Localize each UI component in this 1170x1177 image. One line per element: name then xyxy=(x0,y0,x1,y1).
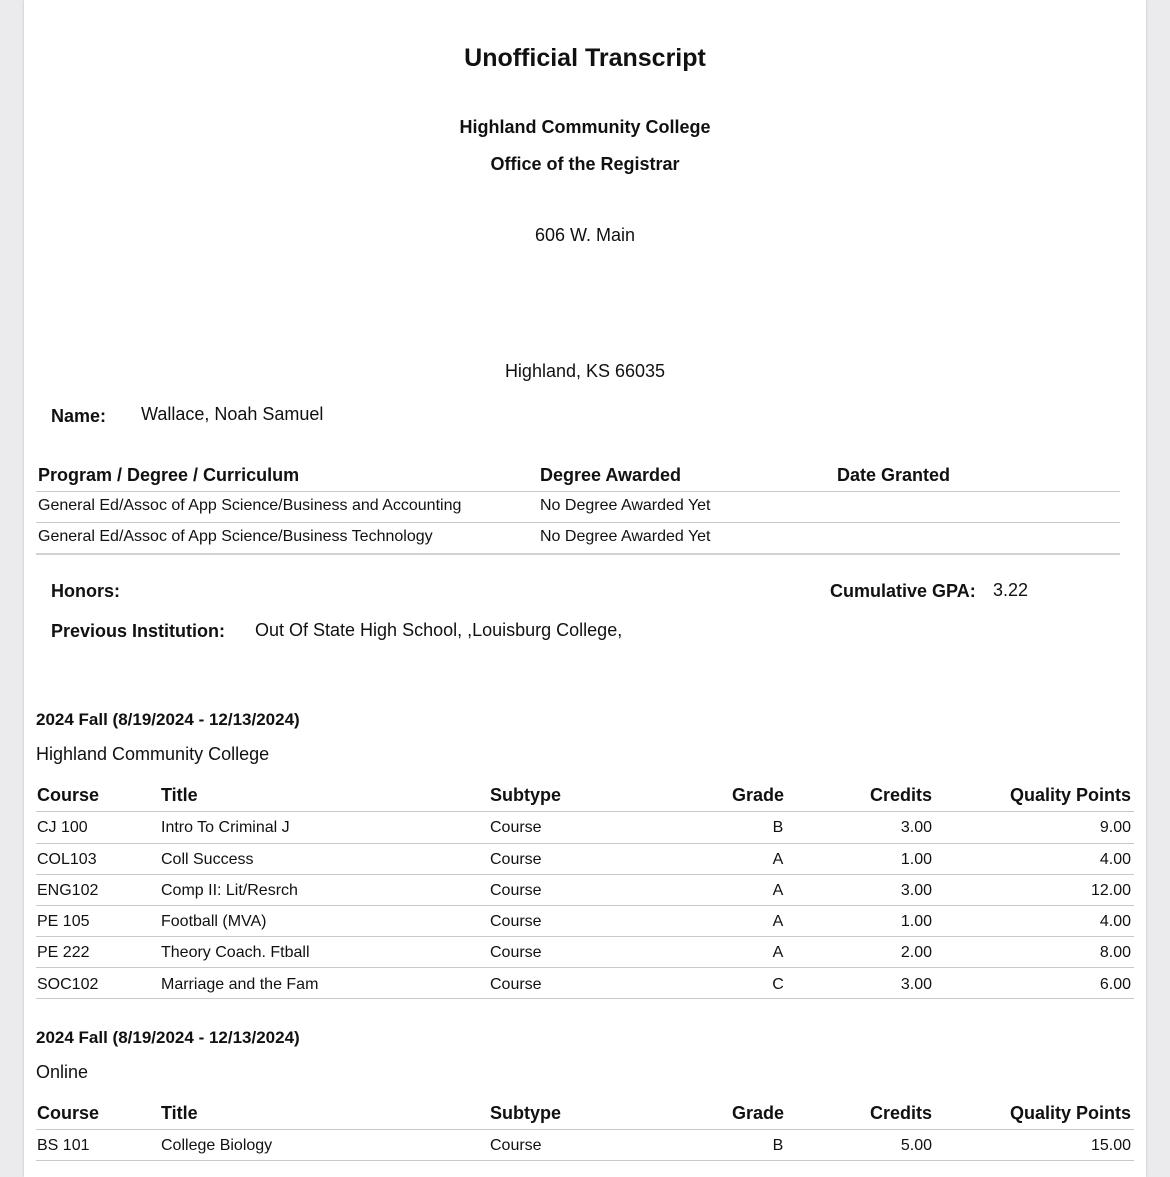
divider xyxy=(36,491,1120,492)
course-subtype: Course xyxy=(490,913,542,930)
course-credits: 3.00 xyxy=(900,819,932,836)
course-title: Football (MVA) xyxy=(161,913,267,930)
course-subtype: Course xyxy=(490,944,542,961)
page-title: Unofficial Transcript xyxy=(464,44,706,72)
subtype-header: Subtype xyxy=(490,1103,562,1123)
divider xyxy=(36,843,1134,844)
course-code: BS 101 xyxy=(37,1137,90,1154)
quality-points-header: Quality Points xyxy=(1009,1103,1131,1123)
course-header: Course xyxy=(37,1103,100,1123)
degree-status: No Degree Awarded Yet xyxy=(540,497,711,514)
divider xyxy=(36,905,1134,906)
term-title: 2024 Fall (8/19/2024 - 12/13/2024) xyxy=(36,1028,300,1047)
gpa-value: 3.22 xyxy=(993,580,1029,600)
course-title: Coll Success xyxy=(161,851,254,868)
term-campus: Online xyxy=(36,1062,89,1082)
course-subtype: Course xyxy=(490,819,542,836)
course-subtype: Course xyxy=(490,1137,542,1154)
quality-points-header: Quality Points xyxy=(1009,785,1131,805)
divider xyxy=(36,967,1134,968)
degree-status: No Degree Awarded Yet xyxy=(540,528,711,545)
grade-header: Grade xyxy=(731,1103,784,1123)
course-subtype: Course xyxy=(490,851,542,868)
course-title: Comp II: Lit/Resrch xyxy=(161,882,298,899)
honors-label: Honors: xyxy=(51,581,120,601)
course-credits: 2.00 xyxy=(900,944,932,961)
address-line-1: 606 W. Main xyxy=(534,225,636,245)
course-credits: 1.00 xyxy=(900,913,932,930)
course-grade: B xyxy=(772,1137,784,1154)
course-quality-points: 4.00 xyxy=(1099,913,1131,930)
course-title: Marriage and the Fam xyxy=(161,976,319,993)
grade-header: Grade xyxy=(731,785,784,805)
course-grade: A xyxy=(772,882,784,899)
subtype-header: Subtype xyxy=(490,785,562,805)
course-credits: 3.00 xyxy=(900,976,932,993)
office-name: Office of the Registrar xyxy=(490,154,680,174)
divider xyxy=(36,936,1134,937)
course-credits: 1.00 xyxy=(900,851,932,868)
course-quality-points: 12.00 xyxy=(1090,882,1131,899)
course-code: PE 222 xyxy=(37,944,90,961)
name-label: Name: xyxy=(51,406,107,426)
course-quality-points: 6.00 xyxy=(1099,976,1131,993)
course-quality-points: 15.00 xyxy=(1090,1137,1131,1154)
gpa-label: Cumulative GPA: xyxy=(830,581,976,601)
divider xyxy=(36,1129,1134,1130)
course-code: COL103 xyxy=(37,851,97,868)
address-line-2: Highland, KS 66035 xyxy=(504,361,666,381)
course-title: College Biology xyxy=(161,1137,273,1154)
program-name: General Ed/Assoc of App Science/Business and Accounting xyxy=(38,497,462,514)
course-grade: A xyxy=(772,944,784,961)
date-granted-header: Date Granted xyxy=(837,465,951,485)
course-code: ENG102 xyxy=(37,882,99,899)
credits-header: Credits xyxy=(869,1103,932,1123)
divider xyxy=(36,553,1120,555)
title-header: Title xyxy=(161,1103,198,1123)
program-header: Program / Degree / Curriculum xyxy=(38,465,300,485)
student-name: Wallace, Noah Samuel xyxy=(141,404,324,424)
course-grade: A xyxy=(772,913,784,930)
course-title: Intro To Criminal J xyxy=(161,819,290,836)
divider xyxy=(36,1160,1134,1161)
course-code: CJ 100 xyxy=(37,819,88,836)
course-quality-points: 4.00 xyxy=(1099,851,1131,868)
term-title: 2024 Fall (8/19/2024 - 12/13/2024) xyxy=(36,710,300,729)
divider xyxy=(36,998,1134,999)
course-grade: B xyxy=(772,819,784,836)
credits-header: Credits xyxy=(869,785,932,805)
previous-institution-label: Previous Institution: xyxy=(51,621,226,641)
term-campus: Highland Community College xyxy=(36,744,270,764)
title-header: Title xyxy=(161,785,198,805)
divider xyxy=(36,874,1134,875)
course-quality-points: 8.00 xyxy=(1099,944,1131,961)
course-grade: A xyxy=(772,851,784,868)
program-name: General Ed/Assoc of App Science/Business Technology xyxy=(38,528,433,545)
course-header: Course xyxy=(37,785,100,805)
course-subtype: Course xyxy=(490,882,542,899)
divider xyxy=(36,811,1134,812)
course-quality-points: 9.00 xyxy=(1099,819,1131,836)
course-code: PE 105 xyxy=(37,913,90,930)
transcript-page xyxy=(24,0,1146,1177)
degree-awarded-header: Degree Awarded xyxy=(540,465,682,485)
institution-name: Highland Community College xyxy=(459,117,711,137)
course-grade: C xyxy=(772,976,784,993)
course-code: SOC102 xyxy=(37,976,99,993)
divider xyxy=(36,522,1120,523)
course-credits: 5.00 xyxy=(900,1137,932,1154)
course-title: Theory Coach. Ftball xyxy=(161,944,310,961)
course-credits: 3.00 xyxy=(900,882,932,899)
previous-institution-value: Out Of State High School, ,Louisburg College, xyxy=(255,620,623,640)
course-subtype: Course xyxy=(490,976,542,993)
